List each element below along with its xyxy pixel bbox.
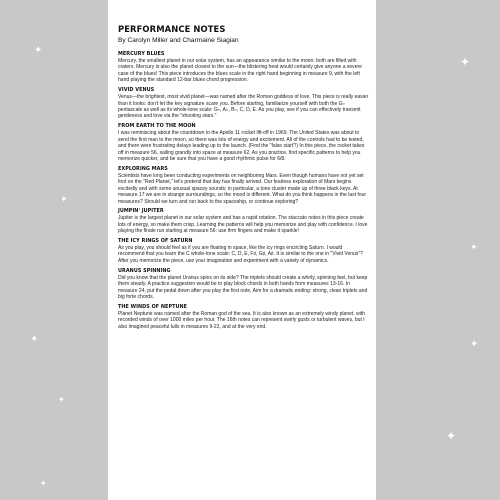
section-uranus-spinning [118,268,370,301]
star-decoration-icon: ✦ [34,45,43,56]
section-heading: THE WINDS OF NEPTUNE [118,303,188,310]
section-body: I was reminiscing about the countdown to the Apollo 11 rocket lift-off in 1969. The United States was about to send the first man to the moon, so there was lots of energy and excitement. All of the controls had to be tested, and there were frustrating delays leading up to the launch. (Find the "false start"!) In this piece, the rocket takes off in measure 56, sailing grandly into space at measure 62. As you practice, find specific patterns to help you memorize quicker, and be sure that you have a good rhythmic pulse for 6/8. [118,130,365,163]
section-heading: JUMPIN' JUPITER [118,208,164,215]
section-mercury-blues [118,51,370,84]
section-body: Planet Neptune was named after the Roman god of the sea. It is also known as an extremely windy planet, with recorded winds of over 1000 miles per hour. The 16th notes can represent swirly gusts or turbulent waves, but I also imagined peaceful lulls in measures 9-22, and at the very end. [118,310,366,330]
section-heading: THE ICY RINGS OF SATURN [118,238,193,244]
star-decoration-icon: ✦ [470,339,479,350]
section-body: Mercury, the smallest planet in our solar system, has an appearance similar to the moon: both are filled with craters. Mercury is also the planet closest to the sun—the blistering heat would certainly give anyone a severe case of the blues! This piece introduces the blues scale in the right hand beginning in measure 9, with the left hand playing the standard 12-bar blues chord progression. [118,58,362,84]
notes-page [108,0,376,500]
section-exploring-mars [118,166,370,205]
section-body: Venus—the brightest, most vivid planet—was named after the Roman goddess of love. This piece is really easier than it looks: don't let the key signature scare you. Before starting, familiarize yourself with both the G♭ pentascale as well as its whole-tone scale: G♭, A♭, B♭, C, D, E. As you play, see if you can effectively transmit gentleness and love via the "shooting stars." [118,94,369,120]
section-vivid-venus [118,87,370,120]
section-heading: FROM EARTH TO THE MOON [118,123,196,130]
section-body: Scientists have long been conducting experiments on neighboring Mars. Even though humans have not yet set foot on the "Red Planet," let's pretend that day has finally arrived. Our fearless exploration of Mars begins excitedly and with some unusual spacey sounds; in particular, a tone cluster made up of three black keys. At measure 17 we are in strange surroundings, so the mood is different. What do you think happens in the last four measures? Should we turn and run back to the spaceship, or continue exploring? [118,172,367,205]
byline: By Carolyn Miller and Charmaine Siagian [118,37,239,44]
star-decoration-icon: ✦ [30,334,39,345]
star-decoration-icon: ✦ [58,395,65,404]
section-winds-of-neptune [118,304,370,330]
section-heading: EXPLORING MARS [118,165,168,172]
section-heading: MERCURY BLUES [118,51,165,57]
section-jumpin-jupiter [118,208,370,234]
section-from-earth-to-the-moon [118,123,370,162]
star-decoration-icon: ✦ [446,429,457,443]
page-title: PERFORMANCE NOTES [118,24,226,34]
star-decoration-icon: ✦ [460,55,471,69]
section-heading: VIVID VENUS [118,87,155,94]
section-body: Did you know that the planet Uranus spins on its side? The triplets should create a whirly, spinning feel, but keep them steady. A practice suggestion would be to play block chords in both hands from measures 13-16. In measure 24, put the pedal down after you play the first note. Aim for a dramatic ending: strong, clean triplets and big forte chords. [118,274,368,301]
section-body: Jupiter is the largest planet in our solar system and has a rapid rotation. The staccato notes in this piece create lots of energy, so make them crisp. Learning the patterns will help you memorize and play with confidence. I love playing the finale run starting at measure 56: use firm fingers and make it sparkle! [118,215,368,235]
star-decoration-icon: ✦ [40,479,47,488]
star-decoration-icon: ✦ [60,195,68,205]
section-icy-rings-of-saturn [118,238,370,264]
section-heading: URANUS SPINNING [118,267,171,274]
section-body: As you play, you should feel as if you are floating in space, like the icy rings encircling Saturn. I would recommend that you learn the C whole-tone scale: C, D, E, F♯, G♯, A♯. It is similar to the one in "Vivid Venus"? After you memorize the piece, use your imagination and experiment with a variety of dynamics. [118,245,363,264]
star-decoration-icon: ✦ [470,243,478,253]
